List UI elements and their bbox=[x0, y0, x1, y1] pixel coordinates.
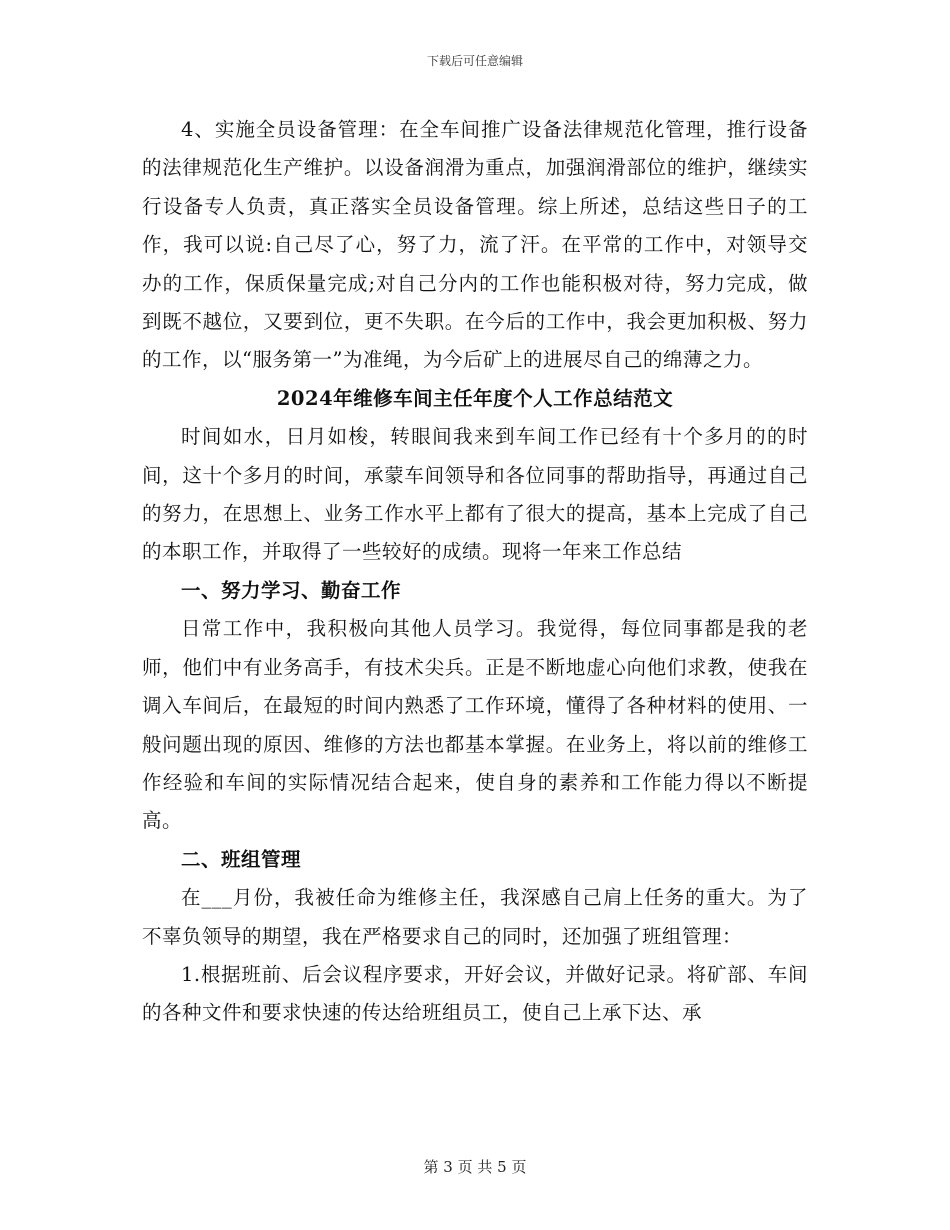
page-header: 下载后可任意编辑 bbox=[426, 54, 523, 68]
section-heading-study: 一、努力学习、勤奋工作 bbox=[181, 578, 402, 602]
section-heading-team-management: 二、班组管理 bbox=[181, 847, 302, 871]
paragraph-study: 日常工作中，我积极向其他人员学习。我觉得，每位同事都是我的老师，他们中有业务高手，有技术尖兵。正是不断地虚心向他们求教，使我在调入车间后，在最短的时间内熟悉了工作环境，懂得了各种材料的使用、一般问题出现的原因、维修的方法也都基本掌握。在业务上，将以前的维修工作经验和车间的实际情况结合起来，使自身的素养和工作能力得以不断提高。 bbox=[142, 617, 808, 833]
document-title: 2024年维修车间主任年度个人工作总结范文 bbox=[276, 386, 674, 410]
page-footer: 第 3 页 共 5 页 bbox=[423, 1158, 527, 1176]
paragraph-introduction: 时间如水，日月如梭，转眼间我来到车间工作已经有十个多月的的时间，这十个多月的时间，承蒙车间领导和各位同事的帮助指导，再通过自己的努力，在思想上、业务工作水平上都有了很大的提高，基本上完成了自己的本职工作，并取得了一些较好的成绩。现将一年来工作总结 bbox=[142, 425, 808, 564]
paragraph-team-management: 在___月份，我被任命为维修主任，我深感自己肩上任务的重大。为了不辜负领导的期望，我在严格要求自己的同时，还加强了班组管理： bbox=[142, 886, 808, 948]
paragraph-meetings: 1.根据班前、后会议程序要求，开好会议，并做好记录。将矿部、车间的各种文件和要求快速的传达给班组员工，使自己上承下达、承 bbox=[142, 962, 808, 1025]
paragraph-equipment-management: 4、实施全员设备管理：在全车间推广设备法律规范化管理，推行设备的法律规范化生产维护。以设备润滑为重点，加强润滑部位的维护，继续实行设备专人负责，真正落实全员设备管理。综上所述，总结这些日子的工作，我可以说:自己尽了心，努了力，流了汗。在平常的工作中，对领导交办的工作，保质保量完成;对自己分内的工作也能积极对待，努力完成，做到既不越位，又要到位，更不失职。在今后的工作中，我会更加积极、努力的工作，以“服务第一”为准绳，为今后矿上的进展尽自己的绵薄之力。 bbox=[142, 118, 808, 372]
document-body bbox=[142, 111, 808, 1033]
